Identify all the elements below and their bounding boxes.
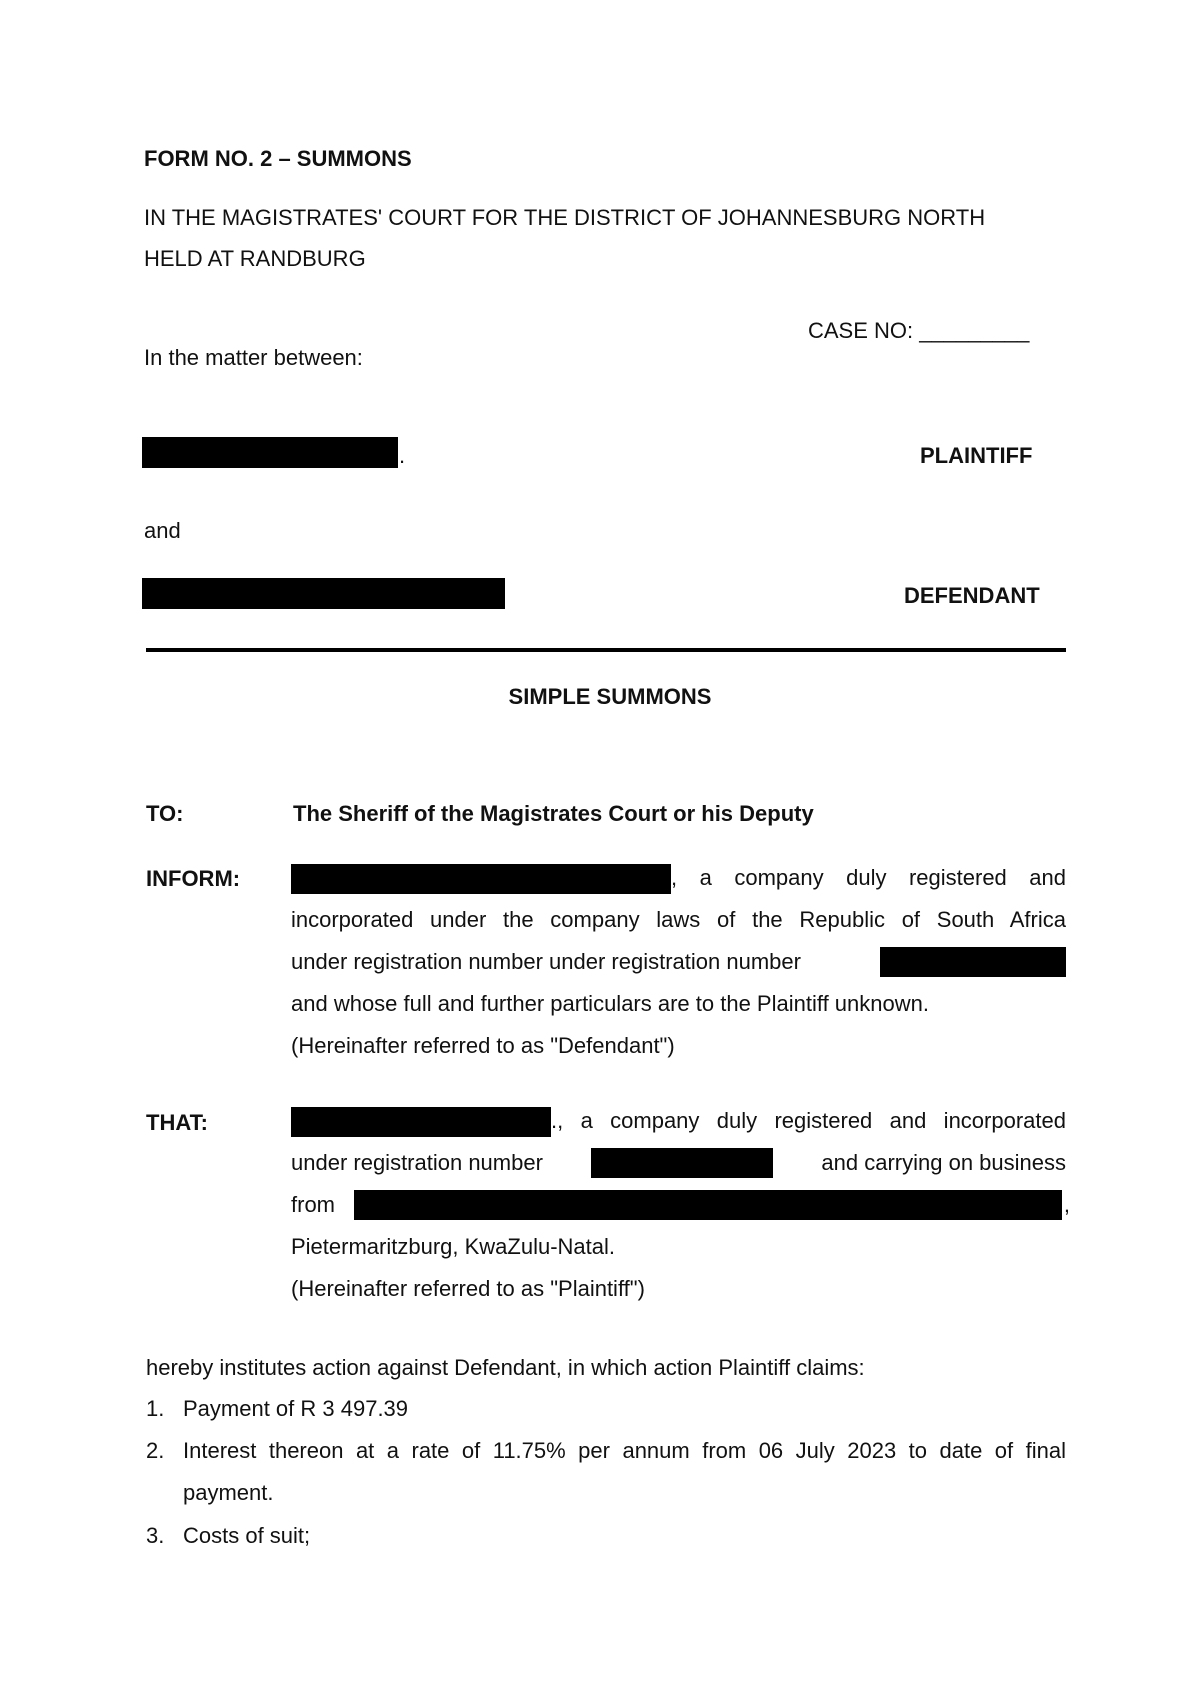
- claim-item-3: [146, 1515, 1066, 1557]
- inform-label: INFORM:: [146, 866, 241, 891]
- inform-line-2: incorporated under the company laws of the Republic of South Africa: [291, 907, 1066, 932]
- that-line-2-prefix: under registration number: [291, 1150, 543, 1175]
- claim-text: Interest thereon at a rate of 11.75% per annum from 06 July 2023 to date of final: [183, 1438, 1066, 1463]
- inform-line-1-text: , a company duly registered and: [671, 865, 1066, 890]
- defendant-name-redaction: [142, 578, 505, 609]
- court-line-2: HELD AT RANDBURG: [144, 246, 366, 271]
- plaintiff-label: PLAINTIFF: [920, 443, 1033, 468]
- to-label: TO:: [146, 801, 184, 826]
- plaintiff-company-redaction: [291, 1107, 551, 1137]
- claim-number: 1.: [146, 1396, 165, 1421]
- that-line-1-text: ., a company duly registered and incorporated: [551, 1108, 1066, 1133]
- that-line-3-suffix: ,: [1063, 1192, 1070, 1217]
- claims-intro: hereby institutes action against Defendant, in which action Plaintiff claims:: [146, 1355, 865, 1380]
- that-line-3: [291, 1184, 1070, 1226]
- claim-item-2: [146, 1430, 1066, 1514]
- matter-between: In the matter between:: [144, 345, 363, 370]
- claim-text-continued: payment.: [183, 1480, 274, 1505]
- inform-paragraph: [291, 857, 1066, 1067]
- that-label: THAT:: [146, 1110, 208, 1135]
- plaintiff-suffix: .: [399, 443, 406, 468]
- plaintiff-name-redaction: [142, 437, 398, 468]
- claim-text: Payment of R 3 497.39: [183, 1396, 409, 1421]
- case-number: CASE NO: _________: [808, 318, 1030, 343]
- and-text: and: [144, 518, 181, 543]
- that-paragraph: [291, 1100, 1070, 1310]
- inform-line-5: (Hereinafter referred to as "Defendant"): [291, 1033, 675, 1058]
- that-line-2: [291, 1142, 1066, 1184]
- plaintiff-address-redaction: [354, 1190, 1062, 1220]
- inform-line-1: [291, 857, 1066, 899]
- inform-line-3-text: under registration number under registration number: [291, 949, 801, 974]
- claim-text: Costs of suit;: [183, 1523, 311, 1548]
- that-line-1: [291, 1100, 1066, 1142]
- defendant-company-redaction: [291, 864, 671, 894]
- that-line-3-prefix: from: [291, 1192, 335, 1217]
- to-text: The Sheriff of the Magistrates Court or his Deputy: [293, 801, 814, 826]
- court-line-1: IN THE MAGISTRATES' COURT FOR THE DISTRICT OF JOHANNESBURG NORTH: [144, 205, 986, 230]
- plaintiff-regno-redaction: [591, 1148, 773, 1178]
- that-line-4: Pietermaritzburg, KwaZulu-Natal.: [291, 1234, 616, 1259]
- claim-number: 3.: [146, 1523, 165, 1548]
- summons-title: SIMPLE SUMMONS: [508, 684, 712, 709]
- inform-line-4: and whose full and further particulars are to the Plaintiff unknown.: [291, 991, 929, 1016]
- defendant-regno-redaction: [880, 947, 1066, 977]
- claim-item-1: [146, 1388, 1066, 1430]
- horizontal-rule: [146, 648, 1066, 652]
- form-title: FORM NO. 2 – SUMMONS: [144, 146, 412, 171]
- that-line-2-suffix: and carrying on business: [821, 1150, 1066, 1175]
- inform-line-3: [291, 941, 1066, 983]
- claim-number: 2.: [146, 1438, 165, 1463]
- defendant-label: DEFENDANT: [904, 583, 1040, 608]
- that-line-5: (Hereinafter referred to as "Plaintiff"): [291, 1276, 645, 1301]
